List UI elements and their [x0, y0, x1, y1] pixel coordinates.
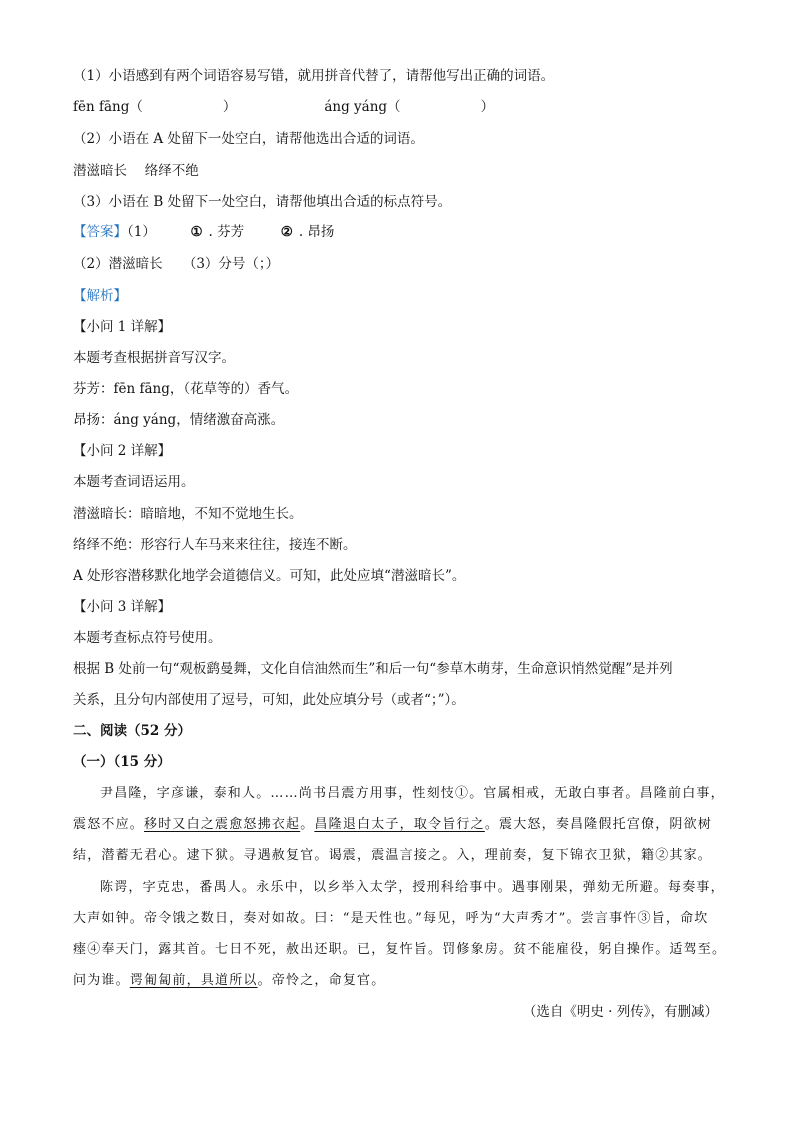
pinyin-blanks: [73, 97, 494, 117]
word-options: 潜滋暗长 络绎不绝: [73, 163, 199, 179]
sub2-label: 【小问 2 详解】: [73, 443, 172, 459]
answer-line-1: [73, 222, 334, 242]
sub2-line-1: 本题考查词语运用。: [73, 474, 195, 490]
p1-l2-c: 。震大怒，奏昌隆假托宫僚，阴欲树: [484, 817, 713, 832]
answer-1-prefix: （1）: [127, 224, 156, 240]
passage-2-line-4: [73, 971, 385, 991]
pinyin-a-close: ）: [222, 99, 237, 115]
sub1-line-2: 芬芳：fēn fāng，（花草等的）香气。: [73, 381, 299, 397]
analysis-label: 【解析】: [73, 288, 127, 304]
source-citation: （选自《明史 · 列传》，有删减）: [522, 1004, 718, 1020]
answer-line-2: （2）潜滋暗长 （3）分号（；）: [73, 256, 280, 272]
answer-circle-1: ①: [190, 224, 203, 240]
p2-l4-a: 问为谁。: [73, 973, 130, 988]
part-title: （一）（15 分）: [73, 754, 171, 770]
sub2-line-4: A 处形容潜移默化地学会道德信义。可知，此处应填“潜滋暗长”。: [73, 568, 466, 584]
sub2-line-3: 络绎不绝：形容行人车马来来往往，接连不断。: [73, 537, 357, 553]
question-2: （2）小语在 A 处留下一处空白，请帮他选出合适的词语。: [73, 131, 424, 147]
p1-l2-b: 。: [300, 817, 315, 832]
sub3-label: 【小问 3 详解】: [73, 599, 172, 615]
answer-1b: . 昂扬: [298, 224, 335, 240]
pinyin-a: fēn fāng（: [73, 99, 143, 115]
passage-2-line-2: 大声如钟。帝令饿之数日，奏对如故。曰：“是天性也。”每见，呼为“大声秀才”。尝言事忤③旨，命坎: [73, 911, 709, 926]
pinyin-b-close: ）: [480, 99, 495, 115]
sub1-line-3: 昂扬：áng yáng，情绪激奋高涨。: [73, 412, 285, 428]
underlined-sentence-3: 谔匍匐前，具道所以: [129, 973, 258, 988]
passage-2-line-3: 瘗④奉天门，露其首。七日不死，赦出还职。已，复忤旨。罚修象房。贫不能雇役，躬自操作。适驾至。: [73, 942, 727, 957]
question-3: （3）小语在 B 处留下一处空白，请帮他填出合适的标点符号。: [73, 194, 452, 210]
passage-1-line-3: 结，潜蓄无君心。逮下狱。寻遇赦复官。谒震，震温言接之。入，理前奏，复下锦衣卫狱，籍②其家。: [73, 848, 713, 863]
p1-l2-a: 震怒不应。: [73, 817, 145, 832]
sub3-line-3: 关系，且分句内部使用了逗号，可知，此处应填分号（或者“；”）。: [73, 692, 465, 708]
pinyin-b: áng yáng（: [324, 99, 401, 115]
section-title: 二、阅读（52 分）: [73, 723, 191, 739]
sub1-line-1: 本题考查根据拼音写汉字。: [73, 350, 235, 366]
answer-label: 【答案】: [73, 224, 127, 240]
passage-1-line-1: 尹昌隆，字彦谦，泰和人。……尚书吕震方用事，性刻忮①。官属相戒，无敢白事者。昌隆前白事，: [100, 786, 725, 801]
sub1-label: 【小问 1 详解】: [73, 319, 172, 335]
sub3-line-2: 根据 B 处前一句“观板鹞曼舞，文化自信油然而生”和后一句“参草木萌芽，生命意识悄然觉醒”是并列: [73, 661, 673, 677]
answer-circle-2: ②: [280, 224, 293, 240]
question-1: （1）小语感到有两个词语容易写错，就用拼音代替了，请帮他写出正确的词语。: [73, 68, 555, 84]
underlined-sentence-1: 移时又白之震愈怒拂衣起: [144, 817, 301, 832]
sub3-line-1: 本题考查标点符号使用。: [73, 630, 222, 646]
sub2-line-2: 潜滋暗长：暗暗地，不知不觉地生长。: [73, 506, 303, 522]
passage-2-line-1: 陈谔，字克忠，番禺人。永乐中，以乡举入太学，授刑科给事中。遇事刚果，弹劾无所避。每奏事，: [100, 880, 725, 895]
passage-1-line-2: [73, 815, 712, 835]
p2-l4-b: 。帝怜之，命复官。: [257, 973, 386, 988]
answer-1a: . 芬芳: [208, 224, 245, 240]
underlined-sentence-2: 昌隆退白太子，取令旨行之: [314, 817, 485, 832]
